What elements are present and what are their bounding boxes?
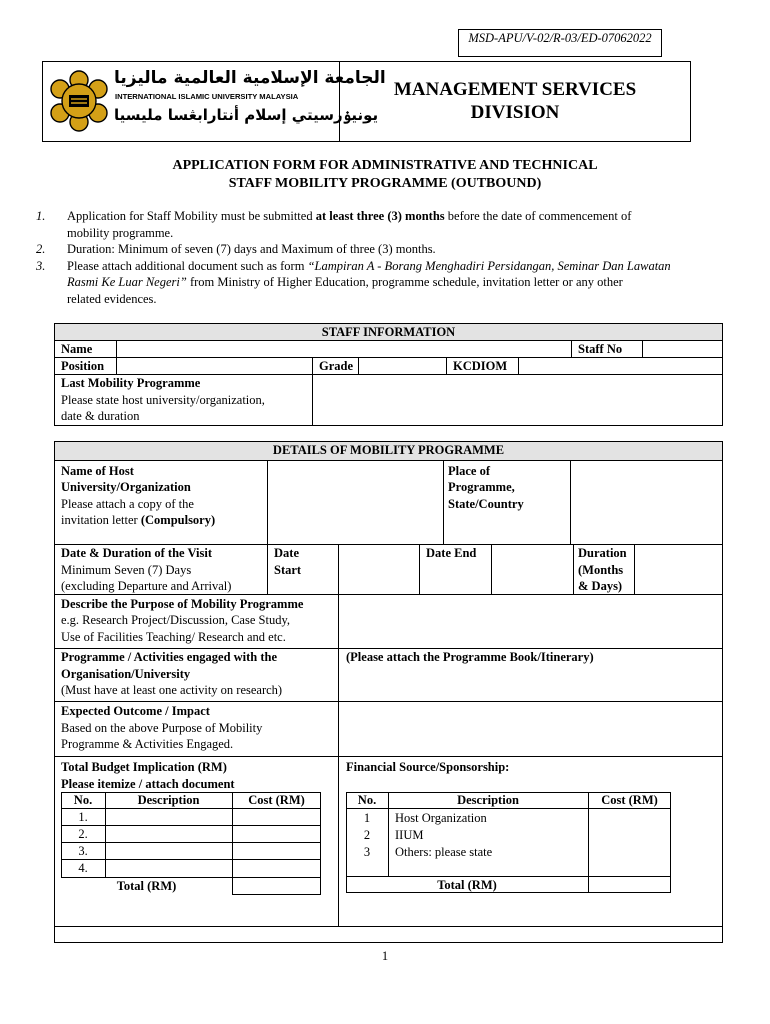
budget-row-no: 2. (78, 827, 88, 841)
finance-total-label: Total (RM) (437, 878, 497, 892)
outcome-field[interactable] (339, 702, 722, 755)
rule (573, 544, 574, 594)
finance-row-desc: Host Organization (395, 811, 487, 825)
instruction-number: 3. (36, 259, 46, 273)
label-place: State/Country (448, 497, 524, 511)
label-grade: Grade (319, 359, 354, 373)
rule (419, 544, 420, 594)
instruction-form-name: Rasmi Ke Luar Negeri” (67, 275, 187, 289)
label-kcdiom: KCDIOM (453, 359, 508, 373)
staff-no-field[interactable] (643, 341, 722, 356)
details-header: DETAILS OF MOBILITY PROGRAMME (272, 443, 505, 457)
label-date-duration: Date & Duration of the Visit (61, 546, 213, 560)
document-code: MSD-APU/V-02/R-03/ED-07062022 (468, 31, 652, 45)
finance-col-no: No. (357, 793, 377, 807)
rule (54, 926, 723, 927)
label-duration: (Months (578, 563, 624, 577)
host-hint (61, 512, 215, 529)
budget-total-field[interactable] (233, 878, 320, 894)
instruction-number: 1. (36, 209, 46, 223)
outcome-hint: Based on the above Purpose of Mobility (61, 721, 263, 735)
logo-jawi-text: يونيۏرسيتي إسلام أنتارابڠسا مليسيا (114, 106, 379, 124)
division-title-line1: MANAGEMENT SERVICES (393, 79, 637, 100)
finance-row-no: 2 (363, 828, 371, 842)
label-duration: Duration (578, 546, 627, 560)
label-purpose: Describe the Purpose of Mobility Programme (61, 597, 304, 611)
last-mobility-field[interactable] (313, 375, 722, 425)
budget-col-description: Description (137, 793, 200, 807)
duration-field[interactable] (635, 545, 722, 593)
budget-row-no: 1. (78, 810, 88, 824)
programme-hint: (Must have at least one activity on research) (61, 683, 283, 697)
label-place: Programme, (448, 480, 515, 494)
logo-arabic-text: الجامعة الإسلامية العالمية ماليزيا (114, 68, 386, 88)
label-place: Place of (448, 464, 490, 478)
label-staff-no: Staff No (578, 342, 623, 356)
instruction-3-cont2: related evidences. (67, 292, 157, 306)
label-outcome: Expected Outcome / Impact (61, 704, 210, 718)
date-hint: Minimum Seven (7) Days (61, 563, 192, 577)
logo-english-text: INTERNATIONAL ISLAMIC UNIVERSITY MALAYSIA (115, 92, 299, 101)
instruction-emphasis: at least three (3) months (315, 209, 445, 223)
rule (267, 544, 268, 594)
finance-row-desc: Others: please state (395, 845, 493, 859)
host-field[interactable] (268, 461, 442, 543)
label-name: Name (61, 342, 93, 356)
date-end-field[interactable] (492, 545, 572, 593)
purpose-hint: e.g. Research Project/Discussion, Case Study, (61, 613, 291, 627)
iium-logo-icon (48, 68, 110, 134)
instruction-3 (67, 258, 671, 275)
label-finance: Financial Source/Sponsorship: (346, 760, 510, 774)
label-budget-itemize: Please itemize / attach document (61, 777, 235, 791)
instruction-text: before the date of commencement of (444, 209, 632, 223)
rule (232, 894, 321, 895)
instruction-2: Duration: Minimum of seven (7) days and Maximum of three (3) months. (67, 242, 436, 256)
purpose-hint: Use of Facilities Teaching/ Research and etc. (61, 630, 286, 644)
label-programme: Organisation/University (61, 667, 191, 681)
instruction-1-cont: mobility programme. (67, 226, 174, 240)
instruction-1 (67, 208, 631, 225)
last-mobility-hint: Please state host university/organization, (61, 393, 265, 407)
place-field[interactable] (571, 461, 722, 543)
programme-field[interactable] (339, 668, 722, 700)
form-title-line2: STAFF MOBILITY PROGRAMME (OUTBOUND) (228, 176, 542, 191)
label-date-start: Start (274, 563, 302, 577)
finance-row-no: 1 (363, 811, 371, 825)
instruction-text: Application for Staff Mobility must be submitted (67, 209, 316, 223)
label-budget: Total Budget Implication (RM) (61, 760, 227, 774)
kcdiom-field[interactable] (519, 358, 722, 373)
host-compulsory: (Compulsory) (140, 513, 216, 527)
purpose-field[interactable] (339, 595, 722, 647)
rule (571, 340, 572, 357)
label-duration: & Days) (578, 579, 623, 593)
instruction-text: from Ministry of Higher Education, programme schedule, invitation letter or any other (186, 275, 623, 289)
label-programme: Programme / Activities engaged with the (61, 650, 278, 664)
label-last-mobility: Last Mobility Programme (61, 376, 201, 390)
instruction-number: 2. (36, 242, 46, 256)
rule (443, 460, 444, 544)
outcome-hint: Programme & Activities Engaged. (61, 737, 234, 751)
finance-total-field[interactable] (589, 877, 670, 892)
label-position: Position (61, 359, 105, 373)
budget-total-label: Total (RM) (116, 879, 177, 893)
rule (54, 756, 723, 757)
finance-col-cost: Cost (RM) (601, 793, 658, 807)
instruction-3-cont (67, 274, 623, 291)
instruction-text: Please attach additional document such as form (67, 259, 308, 273)
position-field[interactable] (117, 358, 311, 373)
rule (446, 357, 447, 374)
budget-col-no: No. (73, 793, 93, 807)
label-host: Name of Host (61, 464, 134, 478)
date-hint: (excluding Departure and Arrival) (61, 579, 232, 593)
staff-info-header: STAFF INFORMATION (321, 325, 456, 339)
label-host: University/Organization (61, 480, 191, 494)
finance-row-desc: IIUM (395, 828, 424, 842)
finance-row-no: 3 (363, 845, 371, 859)
last-mobility-hint: date & duration (61, 409, 140, 423)
page-number: 1 (381, 949, 389, 963)
name-field[interactable] (117, 341, 570, 356)
form-title-line1: APPLICATION FORM FOR ADMINISTRATIVE AND TECHNICAL (172, 158, 598, 173)
date-start-field[interactable] (339, 545, 418, 593)
host-hint: Please attach a copy of the (61, 497, 194, 511)
grade-field[interactable] (359, 358, 445, 373)
budget-col-cost: Cost (RM) (248, 793, 305, 807)
division-title-line2: DIVISION (470, 102, 560, 123)
document-code-box (458, 29, 662, 57)
programme-note: (Please attach the Programme Book/Itinerary) (346, 650, 594, 664)
label-date-start: Date (274, 546, 299, 560)
budget-row-no: 3. (78, 844, 88, 858)
label-date-end: Date End (426, 546, 477, 560)
finance-col-description: Description (457, 793, 519, 807)
host-hint-text: invitation letter (61, 513, 141, 527)
budget-row-no: 4. (78, 861, 88, 875)
instruction-form-name: “Lampiran A - Borang Menghadiri Persidangan, Seminar Dan Lawatan (307, 259, 671, 273)
